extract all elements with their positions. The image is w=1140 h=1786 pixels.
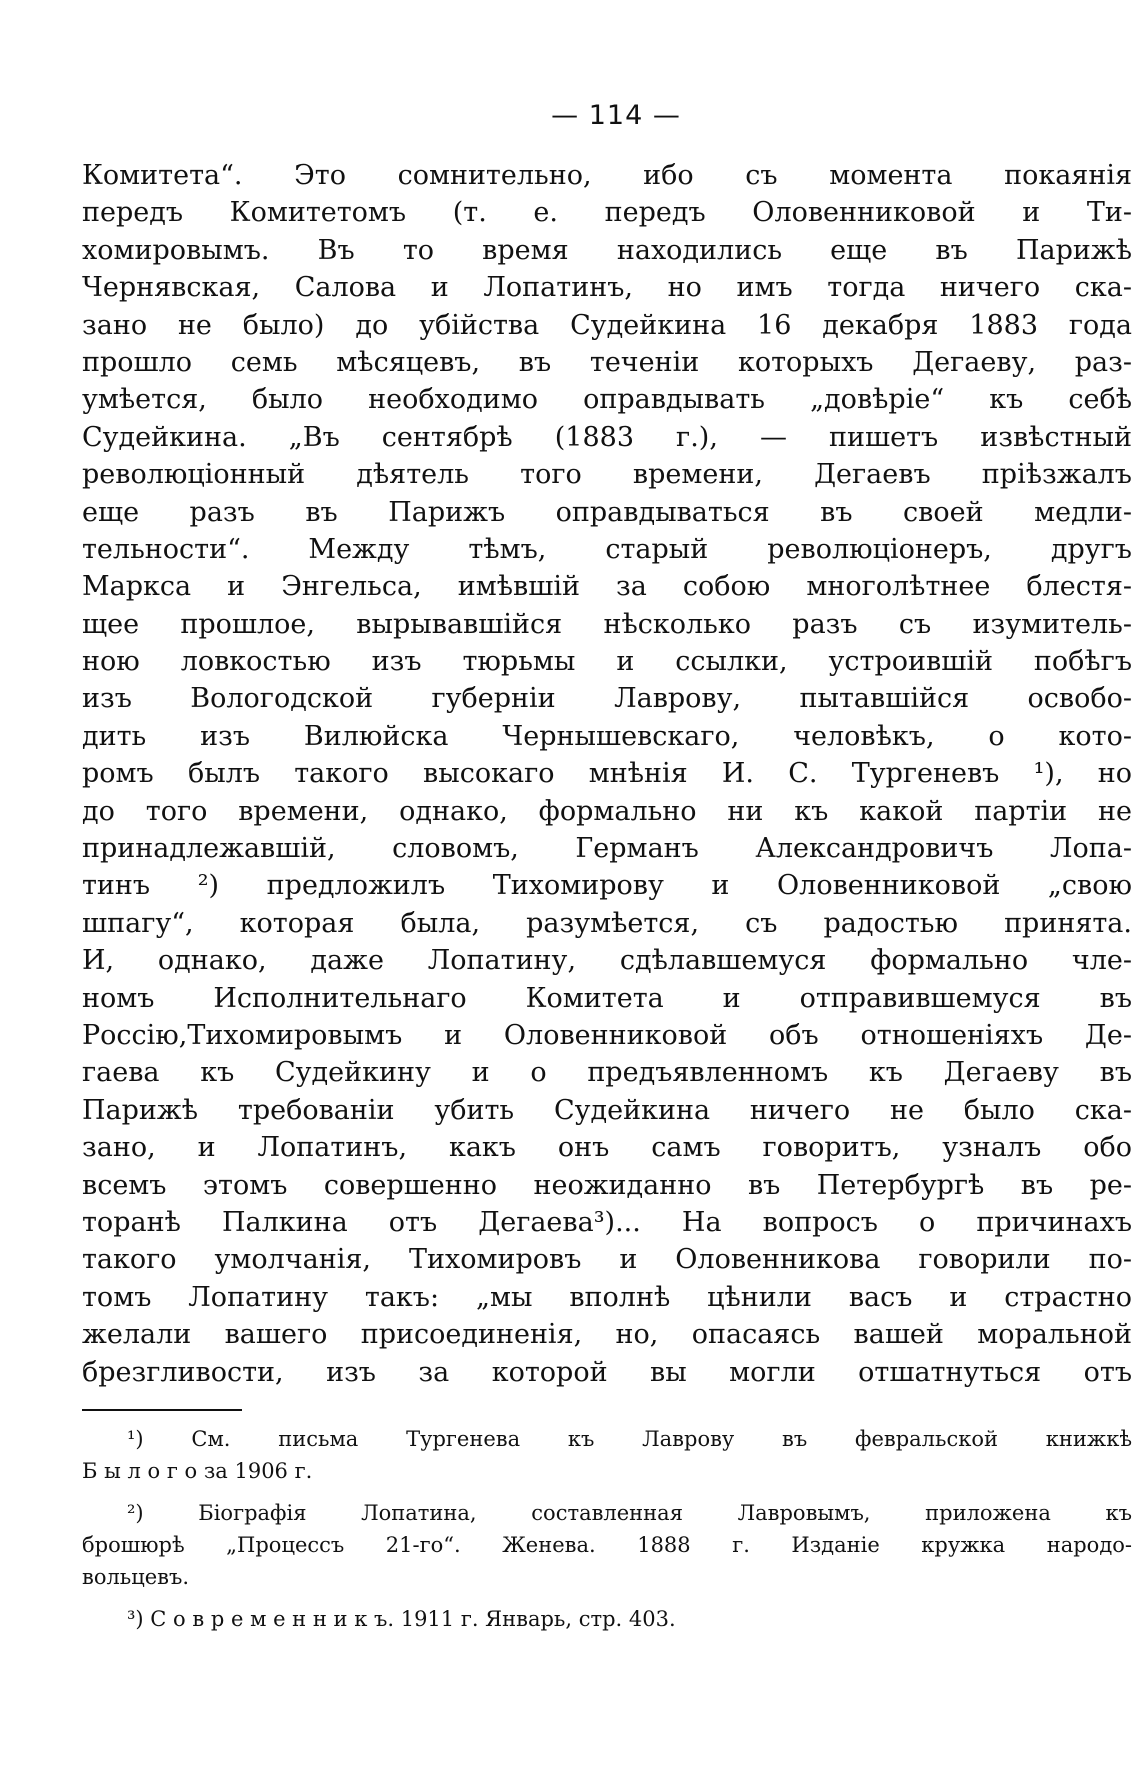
text-line: тинъ ²) предложилъ Тихомирову и Оловенниковой „свою — [82, 870, 1132, 902]
footnote-line: Б ы л о г о за 1906 г. — [82, 1458, 313, 1483]
footnote-line: вольцевъ. — [82, 1564, 190, 1589]
text-line: номъ Исполнительнаго Комитета и отправившемуся въ — [82, 982, 1132, 1014]
text-line: шпагу“, которая была, разумѣется, съ радостью принята. — [82, 907, 1132, 939]
text-line: Комитета“. Это сомнительно, ибо съ момента покаянія — [82, 160, 1132, 191]
text-line: тельности“. Между тѣмъ, старый революціонеръ, другъ — [82, 533, 1132, 565]
footnote-1 — [82, 1423, 1132, 1487]
footnote-separator — [82, 1409, 242, 1411]
footnote-line: ²) Біографія Лопатина, составленная Лавровымъ, приложена къ — [127, 1500, 1132, 1525]
footnote-line: брошюрѣ „Процессъ 21-го“. Женева. 1888 г. Изданіе кружка народо- — [82, 1532, 1132, 1557]
footnote-line: ¹) См. письма Тургенева къ Лаврову въ февральской книжкѣ — [127, 1426, 1132, 1451]
text-line: гаева къ Судейкину и о предъявленномъ къ Дегаеву въ — [82, 1057, 1132, 1089]
main-text — [82, 157, 1132, 1391]
text-line: до того времени, однако, формально ни къ какой партіи не — [82, 795, 1132, 827]
book-page — [82, 100, 1132, 1645]
text-line: прошло семь мѣсяцевъ, въ теченіи которыхъ Дегаеву, раз- — [82, 346, 1132, 378]
text-line: торанѣ Палкина отъ Дегаева³)... На вопросъ о причинахъ — [82, 1206, 1132, 1238]
text-line: Судейкина. „Въ сентябрѣ (1883 г.), — пишетъ извѣстный — [82, 421, 1132, 453]
text-line: И, однако, даже Лопатину, сдѣлавшемуся формально чле- — [82, 945, 1132, 977]
page-number: — 114 — — [551, 100, 681, 131]
footnote-3 — [82, 1603, 1132, 1635]
footnotes — [82, 1423, 1132, 1635]
text-line: хомировымъ. Въ то время находились еще въ Парижѣ — [82, 234, 1132, 266]
text-line: еще разъ въ Парижъ оправдываться въ своей медли- — [82, 496, 1132, 528]
text-line: зано не было) до убійства Судейкина 16 декабря 1883 года — [82, 309, 1132, 341]
text-line: брезгливости, изъ за которой вы могли отшатнуться отъ — [82, 1356, 1132, 1388]
text-line: такого умолчанія, Тихомировъ и Оловенникова говорили по- — [82, 1244, 1132, 1276]
text-line: Парижѣ требованіи убить Судейкина ничего не было ска- — [82, 1094, 1132, 1126]
text-line: Чернявская, Салова и Лопатинъ, но имъ тогда ничего ска- — [82, 272, 1132, 304]
text-line: изъ Вологодской губерніи Лаврову, пытавшійся освобо- — [82, 683, 1132, 715]
text-line: Россію,Тихомировымъ и Оловенниковой объ отношеніяхъ Де- — [82, 1019, 1132, 1051]
text-line: Маркса и Энгельса, имѣвшій за собою многолѣтнее блестя- — [82, 571, 1132, 603]
text-line: передъ Комитетомъ (т. е. передъ Оловенниковой и Ти- — [82, 197, 1132, 229]
text-line: ною ловкостью изъ тюрьмы и ссылки, устроившій побѣгъ — [82, 646, 1132, 678]
footnote-2 — [82, 1497, 1132, 1593]
text-line: желали вашего присоединенія, но, опасаясь вашей моральной — [82, 1319, 1132, 1351]
text-line: принадлежавшій, словомъ, Германъ Александровичъ Лопа- — [82, 833, 1132, 865]
text-line: ромъ былъ такого высокаго мнѣнія И. С. Тургеневъ ¹), но — [82, 758, 1132, 790]
text-line: дить изъ Вилюйска Чернышевскаго, человѣкъ, о кото- — [82, 720, 1132, 752]
text-line: революціонный дѣятель того времени, Дегаевъ пріѣзжалъ — [82, 459, 1132, 491]
text-line: щее прошлое, вырывавшійся нѣсколько разъ съ изумитель- — [82, 608, 1132, 640]
text-line: всемъ этомъ совершенно неожиданно въ Петербургѣ въ ре- — [82, 1169, 1132, 1201]
footnote-line: ³) С о в р е м е н н и к ъ. 1911 г. Январь, стр. 403. — [127, 1606, 676, 1631]
text-line: томъ Лопатину такъ: „мы вполнѣ цѣнили васъ и страстно — [82, 1281, 1132, 1313]
text-line: умѣется, было необходимо оправдывать „довѣріе“ къ себѣ — [82, 384, 1132, 416]
text-line: зано, и Лопатинъ, какъ онъ самъ говоритъ, узналъ обо — [82, 1132, 1132, 1164]
